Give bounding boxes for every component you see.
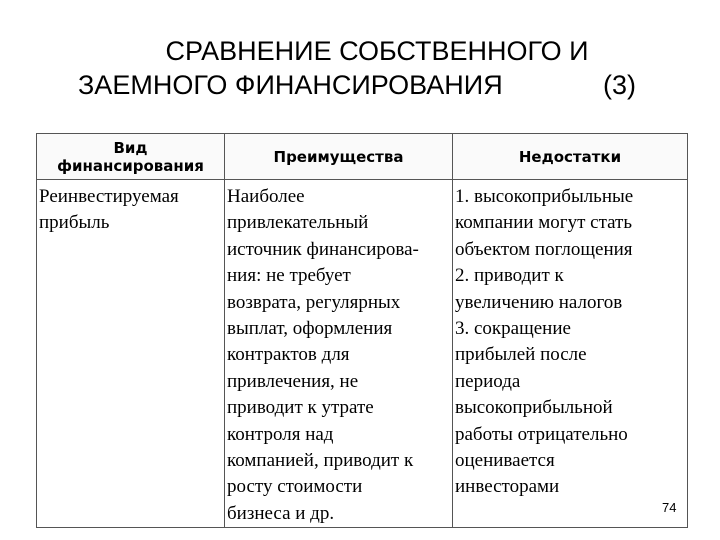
title-line-2-text: ЗАЕМНОГО ФИНАНСИРОВАНИЯ — [78, 70, 503, 100]
header-financing-type — [37, 134, 225, 180]
header-advantages: Преимущества — [225, 134, 453, 180]
table-header-row — [37, 134, 688, 180]
slide-title — [0, 34, 720, 102]
comparison-table — [36, 133, 688, 528]
table-row — [37, 180, 688, 528]
cell-disadvantages: 1. высокоприбыльные компании могут стать объектом поглощения 2. приводит к увеличению налогов 3. сокращение прибылей после периода высокоприбыльной работы отрицательно оценивается инвесторами — [453, 180, 688, 528]
header-disadvantages: Недостатки — [453, 134, 688, 180]
header-financing-type-label: Вид финансирования — [57, 138, 204, 175]
title-line-2 — [0, 68, 720, 102]
title-line-1: СРАВНЕНИЕ СОБСТВЕННОГО И — [165, 36, 589, 66]
cell-advantages: Наиболее привлекательный источник финансирова- ния: не требует возврата, регулярных выплат, оформления контрактов для привлечения, не приводит к утрате контроля над компанией, приводит к росту стоимости бизнеса и др. — [225, 180, 453, 528]
cell-financing-type: Реинвестируемая прибыль — [37, 180, 225, 528]
title-number: (3) — [603, 70, 636, 100]
page-number: 74 — [662, 500, 677, 515]
